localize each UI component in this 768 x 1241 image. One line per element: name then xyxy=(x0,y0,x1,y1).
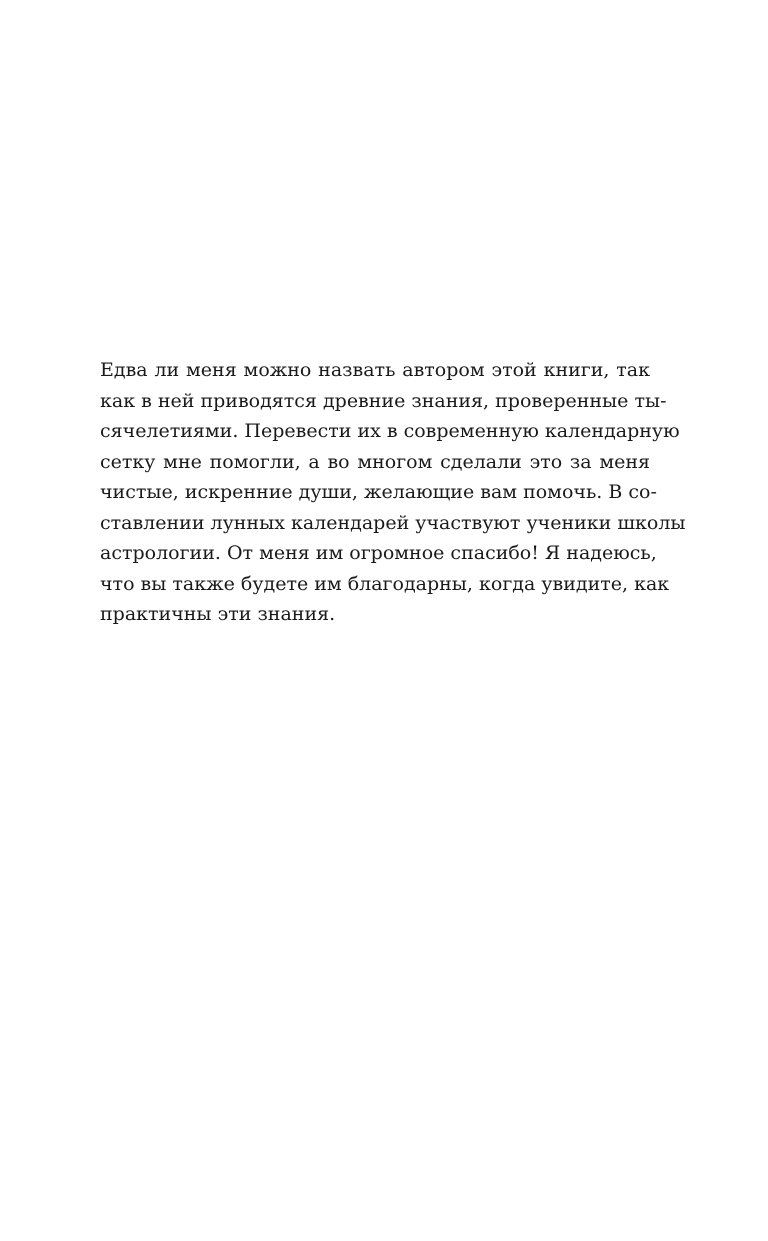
paragraph-line: чистые, искренние души, желающие вам помочь. В со- xyxy=(100,481,657,503)
paragraph-line: как в ней приводятся древние знания, проверенные ты- xyxy=(100,389,667,412)
paragraph-line: что вы также будете им благодарны, когда увидите, как xyxy=(100,572,670,595)
paragraph-line: практичны эти знания. xyxy=(100,603,336,625)
paragraph-line: астрологии. От меня им огромное спасибо! Я надеюсь, xyxy=(100,542,657,564)
body-paragraph xyxy=(100,355,686,630)
paragraph-line: сячелетиями. Перевести их в современную календарную xyxy=(100,420,680,442)
paragraph-line: Едва ли меня можно назвать автором этой книги, так xyxy=(100,359,650,381)
paragraph-line: сетку мне помогли, а во многом сделали это за меня xyxy=(100,450,650,473)
paragraph-line: ставлении лунных календарей участвуют ученики школы xyxy=(100,511,686,534)
